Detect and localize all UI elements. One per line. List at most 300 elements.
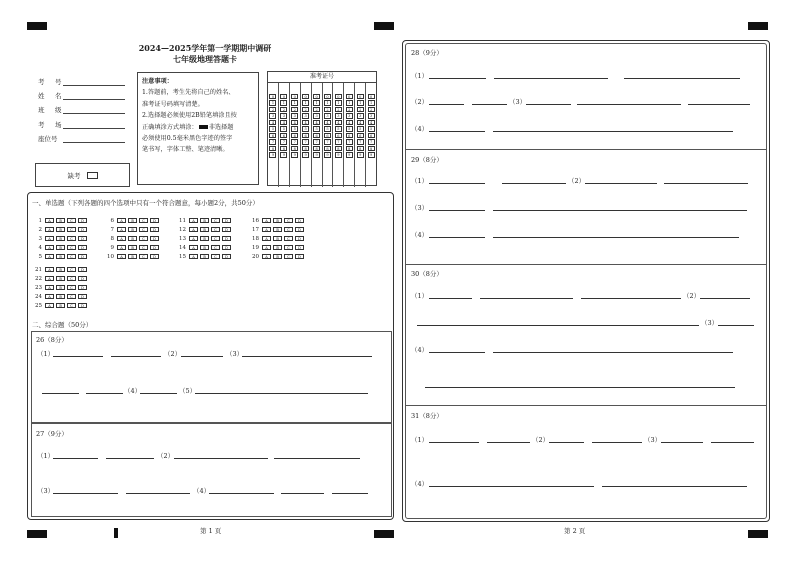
choice-bubble-d[interactable]: D (78, 285, 87, 290)
exam-id-bubble[interactable]: 3 (280, 113, 287, 118)
choice-bubble-b[interactable]: B (128, 236, 137, 241)
exam-id-bubble[interactable]: 9 (357, 152, 364, 157)
choice-bubble-d[interactable]: D (78, 236, 87, 241)
student-field-class[interactable] (38, 105, 64, 114)
page-number-2: 第 2 页 (564, 527, 586, 535)
choice-question-row (32, 302, 89, 309)
exam-id-bubble[interactable]: 6 (324, 133, 331, 138)
answer-line[interactable] (42, 393, 79, 394)
choice-bubble-d[interactable]: D (78, 227, 87, 232)
choice-bubble-d[interactable]: D (150, 254, 159, 259)
choice-bubble-b[interactable]: B (56, 236, 65, 241)
choice-bubble-c[interactable]: C (67, 285, 76, 290)
exam-id-bubble[interactable]: 9 (346, 152, 353, 157)
notice-line: 准考证号码填写清楚。 (142, 100, 204, 108)
choice-bubble-c[interactable]: C (284, 236, 293, 241)
choice-bubble-d[interactable]: D (222, 227, 231, 232)
answer-line[interactable] (493, 131, 733, 132)
exam-id-bubble[interactable]: 8 (269, 146, 276, 151)
answer-line[interactable] (494, 78, 608, 79)
registration-mark (374, 530, 394, 538)
choice-bubble-b[interactable]: B (128, 227, 137, 232)
answer-line[interactable] (332, 493, 368, 494)
choice-bubble-a[interactable]: A (45, 267, 54, 272)
field-label: 考 号 (38, 78, 64, 86)
field-line (63, 99, 125, 100)
choice-bubble-a[interactable]: A (117, 236, 126, 241)
exam-id-bubble[interactable]: 7 (313, 139, 320, 144)
absent-checkbox[interactable] (87, 172, 98, 179)
answer-line[interactable] (602, 486, 747, 487)
answer-line[interactable] (502, 183, 566, 184)
exam-id-bubble[interactable]: 7 (346, 139, 353, 144)
exam-id-column (268, 83, 279, 187)
choice-bubble-c[interactable]: C (139, 236, 148, 241)
student-field-name[interactable] (38, 91, 64, 100)
answer-line[interactable] (126, 493, 190, 494)
choice-bubble-a[interactable]: A (262, 236, 271, 241)
answer-line[interactable] (181, 356, 223, 357)
answer-line[interactable] (700, 298, 750, 299)
choice-question-row (104, 235, 161, 242)
choice-bubble-b[interactable]: B (128, 254, 137, 259)
exam-id-bubble[interactable]: 3 (269, 113, 276, 118)
choice-bubble-c[interactable]: C (211, 245, 220, 250)
answer-line[interactable] (209, 493, 274, 494)
exam-id-bubble[interactable]: 1 (291, 100, 298, 105)
choice-bubble-d[interactable]: D (295, 227, 304, 232)
question-number: 17 (252, 226, 259, 233)
exam-id-bubble[interactable]: 3 (302, 113, 309, 118)
exam-id-bubble[interactable]: 5 (280, 126, 287, 131)
exam-id-bubble[interactable]: 9 (324, 152, 331, 157)
exam-id-bubble[interactable]: 8 (346, 146, 353, 151)
answer-line[interactable] (429, 298, 472, 299)
student-field-room[interactable] (38, 120, 64, 129)
choice-bubble-c[interactable]: C (284, 218, 293, 223)
answer-line[interactable] (53, 493, 118, 494)
exam-id-bubble[interactable]: 0 (269, 94, 276, 99)
choice-bubble-b[interactable]: B (56, 276, 65, 281)
answer-line[interactable] (195, 393, 368, 394)
choice-bubble-a[interactable]: A (262, 227, 271, 232)
exam-id-bubble[interactable]: 4 (357, 120, 364, 125)
choice-bubble-a[interactable]: A (45, 294, 54, 299)
exam-id-bubble[interactable]: 5 (291, 126, 298, 131)
exam-id-bubble[interactable]: 2 (291, 107, 298, 112)
choice-question-row (176, 217, 233, 224)
exam-id-bubble[interactable]: 4 (269, 120, 276, 125)
choice-bubble-a[interactable]: A (45, 236, 54, 241)
answer-line[interactable] (425, 387, 735, 388)
exam-id-bubble[interactable]: 0 (346, 94, 353, 99)
answer-line[interactable] (472, 104, 507, 105)
part-label: （1） (37, 350, 55, 358)
choice-bubble-d[interactable]: D (150, 245, 159, 250)
choice-bubble-d[interactable]: D (78, 254, 87, 259)
choice-bubble-d[interactable]: D (78, 303, 87, 308)
exam-id-column (355, 83, 366, 187)
exam-id-bubble[interactable]: 5 (335, 126, 342, 131)
choice-bubble-a[interactable]: A (189, 254, 198, 259)
choice-bubble-b[interactable]: B (56, 254, 65, 259)
choice-bubble-c[interactable]: C (284, 245, 293, 250)
answer-line[interactable] (493, 352, 733, 353)
exam-id-bubble[interactable]: 7 (269, 139, 276, 144)
choice-question-row (249, 244, 306, 251)
exam-id-bubble[interactable]: 9 (269, 152, 276, 157)
choice-bubble-b[interactable]: B (56, 294, 65, 299)
choice-bubble-a[interactable]: A (117, 227, 126, 232)
choice-bubble-b[interactable]: B (273, 227, 282, 232)
exam-id-bubble[interactable]: 9 (280, 152, 287, 157)
exam-id-bubble[interactable]: 8 (335, 146, 342, 151)
exam-id-bubble[interactable]: 6 (346, 133, 353, 138)
exam-id-bubble[interactable]: 7 (368, 139, 375, 144)
choice-bubble-a[interactable]: A (262, 245, 271, 250)
choice-bubble-c[interactable]: C (67, 294, 76, 299)
choice-question-row (104, 253, 161, 260)
exam-id-bubble[interactable]: 2 (346, 107, 353, 112)
choice-bubble-d[interactable]: D (295, 236, 304, 241)
choice-bubble-d[interactable]: D (222, 245, 231, 250)
exam-id-bubble[interactable]: 7 (357, 139, 364, 144)
exam-id-bubble[interactable]: 1 (357, 100, 364, 105)
exam-id-bubble[interactable]: 3 (335, 113, 342, 118)
exam-id-bubble[interactable]: 6 (291, 133, 298, 138)
exam-id-bubble[interactable]: 5 (269, 126, 276, 131)
answer-line[interactable] (242, 356, 372, 357)
answer-line[interactable] (585, 183, 657, 184)
exam-id-bubble[interactable]: 4 (313, 120, 320, 125)
choice-bubble-a[interactable]: A (45, 285, 54, 290)
exam-id-bubble[interactable]: 8 (280, 146, 287, 151)
answer-line[interactable] (429, 486, 594, 487)
choice-bubble-b[interactable]: B (273, 218, 282, 223)
answer-line[interactable] (487, 442, 530, 443)
choice-bubble-b[interactable]: B (56, 245, 65, 250)
choice-bubble-c[interactable]: C (139, 254, 148, 259)
exam-id-bubble[interactable]: 4 (346, 120, 353, 125)
answer-line[interactable] (429, 237, 485, 238)
exam-id-bubble[interactable]: 2 (280, 107, 287, 112)
choice-bubble-b[interactable]: B (200, 245, 209, 250)
exam-id-bubble[interactable]: 0 (368, 94, 375, 99)
answer-line[interactable] (111, 356, 161, 357)
answer-line[interactable] (429, 352, 485, 353)
choice-bubble-c[interactable]: C (284, 227, 293, 232)
exam-id-bubble[interactable]: 3 (346, 113, 353, 118)
choice-question-row (176, 226, 233, 233)
question-number: 23 (35, 284, 42, 291)
choice-bubble-c[interactable]: C (67, 245, 76, 250)
answer-line[interactable] (429, 131, 485, 132)
choice-bubble-d[interactable]: D (78, 267, 87, 272)
answer-line[interactable] (480, 298, 573, 299)
exam-id-bubble[interactable]: 9 (313, 152, 320, 157)
question-29-title: 29（8分） (411, 156, 443, 164)
answer-line[interactable] (53, 356, 103, 357)
exam-id-bubble[interactable]: 5 (357, 126, 364, 131)
choice-bubble-c[interactable]: C (67, 303, 76, 308)
exam-id-bubble[interactable]: 7 (335, 139, 342, 144)
choice-bubble-d[interactable]: D (78, 276, 87, 281)
exam-id-bubble[interactable]: 8 (291, 146, 298, 151)
answer-line[interactable] (549, 442, 584, 443)
choice-bubble-a[interactable]: A (45, 218, 54, 223)
choice-bubble-c[interactable]: C (139, 245, 148, 250)
choice-bubble-b[interactable]: B (56, 267, 65, 272)
exam-id-bubble[interactable]: 2 (368, 107, 375, 112)
exam-id-bubble[interactable]: 7 (280, 139, 287, 144)
choice-bubble-c[interactable]: C (67, 254, 76, 259)
registration-mark (27, 22, 47, 30)
choice-bubble-d[interactable]: D (222, 236, 231, 241)
exam-id-bubble[interactable]: 6 (335, 133, 342, 138)
choice-bubble-b[interactable]: B (128, 245, 137, 250)
exam-id-bubble[interactable]: 4 (324, 120, 331, 125)
exam-id-bubble[interactable]: 5 (324, 126, 331, 131)
exam-id-bubble[interactable]: 1 (324, 100, 331, 105)
exam-id-bubble[interactable]: 0 (357, 94, 364, 99)
choice-bubble-b[interactable]: B (56, 227, 65, 232)
registration-mark (374, 22, 394, 30)
exam-id-bubble[interactable]: 2 (324, 107, 331, 112)
exam-id-bubble[interactable]: 8 (324, 146, 331, 151)
exam-id-bubble[interactable]: 6 (280, 133, 287, 138)
choice-bubble-c[interactable]: C (211, 236, 220, 241)
exam-id-bubble[interactable]: 0 (324, 94, 331, 99)
choice-bubble-a[interactable]: A (189, 236, 198, 241)
exam-id-bubble[interactable]: 3 (368, 113, 375, 118)
exam-id-bubble[interactable]: 1 (368, 100, 375, 105)
exam-id-bubble[interactable]: 3 (291, 113, 298, 118)
part-label: （4） (193, 487, 211, 495)
exam-id-column (290, 83, 301, 187)
choice-bubble-b[interactable]: B (56, 303, 65, 308)
choice-bubble-c[interactable]: C (211, 218, 220, 223)
choice-bubble-a[interactable]: A (189, 245, 198, 250)
exam-id-bubble[interactable]: 6 (357, 133, 364, 138)
exam-id-bubble[interactable]: 6 (269, 133, 276, 138)
field-line (63, 113, 125, 114)
exam-id-bubble[interactable]: 2 (269, 107, 276, 112)
choice-bubble-b[interactable]: B (200, 218, 209, 223)
choice-bubble-d[interactable]: D (150, 227, 159, 232)
exam-id-bubble[interactable]: 5 (313, 126, 320, 131)
exam-id-bubble[interactable]: 9 (302, 152, 309, 157)
student-field-exam-number[interactable] (38, 77, 64, 86)
choice-question-row (176, 244, 233, 251)
section1-title: 一、单选题（下列各题的四个选项中只有一个符合题意，每小题2分，共50分） (32, 199, 259, 207)
question-number: 4 (38, 244, 42, 251)
registration-mark (27, 530, 47, 538)
answer-line[interactable] (281, 493, 324, 494)
exam-id-bubble[interactable]: 0 (302, 94, 309, 99)
exam-id-bubble[interactable]: 0 (291, 94, 298, 99)
exam-id-bubble[interactable]: 7 (302, 139, 309, 144)
choice-bubble-a[interactable]: A (262, 218, 271, 223)
exam-id-bubble[interactable]: 1 (280, 100, 287, 105)
exam-id-bubble[interactable]: 0 (335, 94, 342, 99)
absent-label: 缺考 (67, 171, 81, 180)
answer-line[interactable] (417, 325, 699, 326)
choice-bubble-d[interactable]: D (295, 245, 304, 250)
choice-bubble-c[interactable]: C (67, 267, 76, 272)
exam-id-bubble[interactable]: 1 (313, 100, 320, 105)
exam-id-bubble[interactable]: 4 (335, 120, 342, 125)
exam-id-bubble[interactable]: 9 (335, 152, 342, 157)
question-number: 10 (107, 253, 114, 260)
choice-bubble-a[interactable]: A (45, 303, 54, 308)
choice-bubble-b[interactable]: B (273, 245, 282, 250)
answer-line[interactable] (688, 104, 750, 105)
choice-bubble-a[interactable]: A (189, 218, 198, 223)
divider (405, 149, 767, 150)
answer-line[interactable] (526, 104, 571, 105)
choice-bubble-a[interactable]: A (45, 254, 54, 259)
answer-line[interactable] (106, 458, 154, 459)
exam-id-bubble[interactable]: 1 (346, 100, 353, 105)
answer-line[interactable] (429, 78, 486, 79)
answer-line[interactable] (86, 393, 123, 394)
choice-bubble-c[interactable]: C (211, 254, 220, 259)
choice-bubble-d[interactable]: D (78, 218, 87, 223)
exam-id-bubble[interactable]: 8 (368, 146, 375, 151)
choice-question-row (104, 244, 161, 251)
exam-id-bubble[interactable]: 9 (368, 152, 375, 157)
choice-bubble-c[interactable]: C (67, 227, 76, 232)
choice-bubble-b[interactable]: B (200, 227, 209, 232)
choice-bubble-d[interactable]: D (150, 218, 159, 223)
choice-bubble-c[interactable]: C (211, 227, 220, 232)
exam-id-bubble[interactable]: 3 (357, 113, 364, 118)
answer-line[interactable] (429, 442, 479, 443)
exam-id-bubble[interactable]: 3 (313, 113, 320, 118)
answer-line[interactable] (493, 237, 739, 238)
exam-id-bubble[interactable]: 2 (302, 107, 309, 112)
choice-bubble-d[interactable]: D (295, 218, 304, 223)
exam-id-bubble[interactable]: 2 (335, 107, 342, 112)
answer-line[interactable] (274, 458, 360, 459)
choice-bubble-b[interactable]: B (200, 236, 209, 241)
answer-line[interactable] (493, 210, 747, 211)
choice-bubble-a[interactable]: A (45, 276, 54, 281)
choice-bubble-c[interactable]: C (139, 218, 148, 223)
part-label: （1） (37, 452, 55, 460)
exam-id-bubble[interactable]: 4 (368, 120, 375, 125)
part-label: （2） (532, 436, 550, 444)
choice-bubble-d[interactable]: D (222, 218, 231, 223)
answer-line[interactable] (429, 183, 485, 184)
exam-id-bubble[interactable]: 8 (357, 146, 364, 151)
exam-id-bubble[interactable]: 2 (357, 107, 364, 112)
exam-id-bubble[interactable]: 6 (302, 133, 309, 138)
choice-bubble-b[interactable]: B (56, 218, 65, 223)
choice-bubble-b[interactable]: B (56, 285, 65, 290)
choice-bubble-b[interactable]: B (273, 236, 282, 241)
answer-line[interactable] (718, 325, 754, 326)
choice-bubble-c[interactable]: C (139, 227, 148, 232)
answer-line[interactable] (592, 442, 642, 443)
exam-id-bubble[interactable]: 0 (313, 94, 320, 99)
exam-id-bubble[interactable]: 3 (324, 113, 331, 118)
answer-line[interactable] (429, 104, 464, 105)
exam-id-heading: 准考证号 (268, 72, 376, 83)
choice-bubble-d[interactable]: D (150, 236, 159, 241)
answer-line[interactable] (624, 78, 740, 79)
answer-line[interactable] (174, 458, 268, 459)
choice-bubble-a[interactable]: A (117, 218, 126, 223)
choice-bubble-a[interactable]: A (45, 245, 54, 250)
exam-id-bubble[interactable]: 8 (302, 146, 309, 151)
choice-bubble-a[interactable]: A (45, 227, 54, 232)
exam-id-bubble[interactable]: 4 (291, 120, 298, 125)
answer-line[interactable] (53, 458, 98, 459)
exam-id-bubble[interactable]: 6 (313, 133, 320, 138)
answer-line[interactable] (140, 393, 177, 394)
choice-bubble-a[interactable]: A (262, 254, 271, 259)
answer-line[interactable] (661, 442, 703, 443)
choice-bubble-d[interactable]: D (78, 294, 87, 299)
exam-id-bubble[interactable]: 7 (324, 139, 331, 144)
exam-id-bubble[interactable]: 7 (291, 139, 298, 144)
choice-question-row (249, 217, 306, 224)
sheet-subtitle: 七年级地理答题卡 (173, 54, 237, 64)
exam-id-bubble[interactable]: 0 (280, 94, 287, 99)
question-number: 19 (252, 244, 259, 251)
choice-bubble-b[interactable]: B (273, 254, 282, 259)
exam-id-bubble[interactable]: 5 (346, 126, 353, 131)
question-number: 14 (179, 244, 186, 251)
exam-id-bubble[interactable]: 9 (291, 152, 298, 157)
choice-bubble-c[interactable]: C (67, 218, 76, 223)
choice-bubble-c[interactable]: C (67, 236, 76, 241)
exam-id-bubble[interactable]: 4 (302, 120, 309, 125)
question-number: 16 (252, 217, 259, 224)
choice-bubble-d[interactable]: D (295, 254, 304, 259)
exam-id-bubble[interactable]: 5 (368, 126, 375, 131)
choice-bubble-a[interactable]: A (189, 227, 198, 232)
answer-line[interactable] (711, 442, 754, 443)
student-field-seat[interactable] (38, 134, 64, 143)
choice-bubble-c[interactable]: C (284, 254, 293, 259)
exam-id-bubble[interactable]: 2 (313, 107, 320, 112)
answer-line[interactable] (577, 104, 681, 105)
choice-bubble-b[interactable]: B (128, 218, 137, 223)
choice-bubble-c[interactable]: C (67, 276, 76, 281)
part-label: （4） (411, 346, 429, 354)
exam-id-bubble[interactable]: 4 (280, 120, 287, 125)
answer-line[interactable] (664, 183, 748, 184)
choice-bubble-d[interactable]: D (78, 245, 87, 250)
choice-bubble-d[interactable]: D (222, 254, 231, 259)
choice-bubble-a[interactable]: A (117, 254, 126, 259)
exam-id-bubble[interactable]: 1 (269, 100, 276, 105)
question-number: 3 (38, 235, 42, 242)
choice-question-row (32, 293, 89, 300)
exam-id-bubble[interactable]: 1 (335, 100, 342, 105)
answer-line[interactable] (429, 210, 485, 211)
exam-id-bubble[interactable]: 8 (313, 146, 320, 151)
exam-id-bubble[interactable]: 6 (368, 133, 375, 138)
answer-line[interactable] (581, 298, 681, 299)
exam-id-bubble[interactable]: 1 (302, 100, 309, 105)
choice-bubble-a[interactable]: A (117, 245, 126, 250)
exam-id-columns (268, 83, 376, 187)
exam-id-bubble[interactable]: 5 (302, 126, 309, 131)
choice-bubble-b[interactable]: B (200, 254, 209, 259)
